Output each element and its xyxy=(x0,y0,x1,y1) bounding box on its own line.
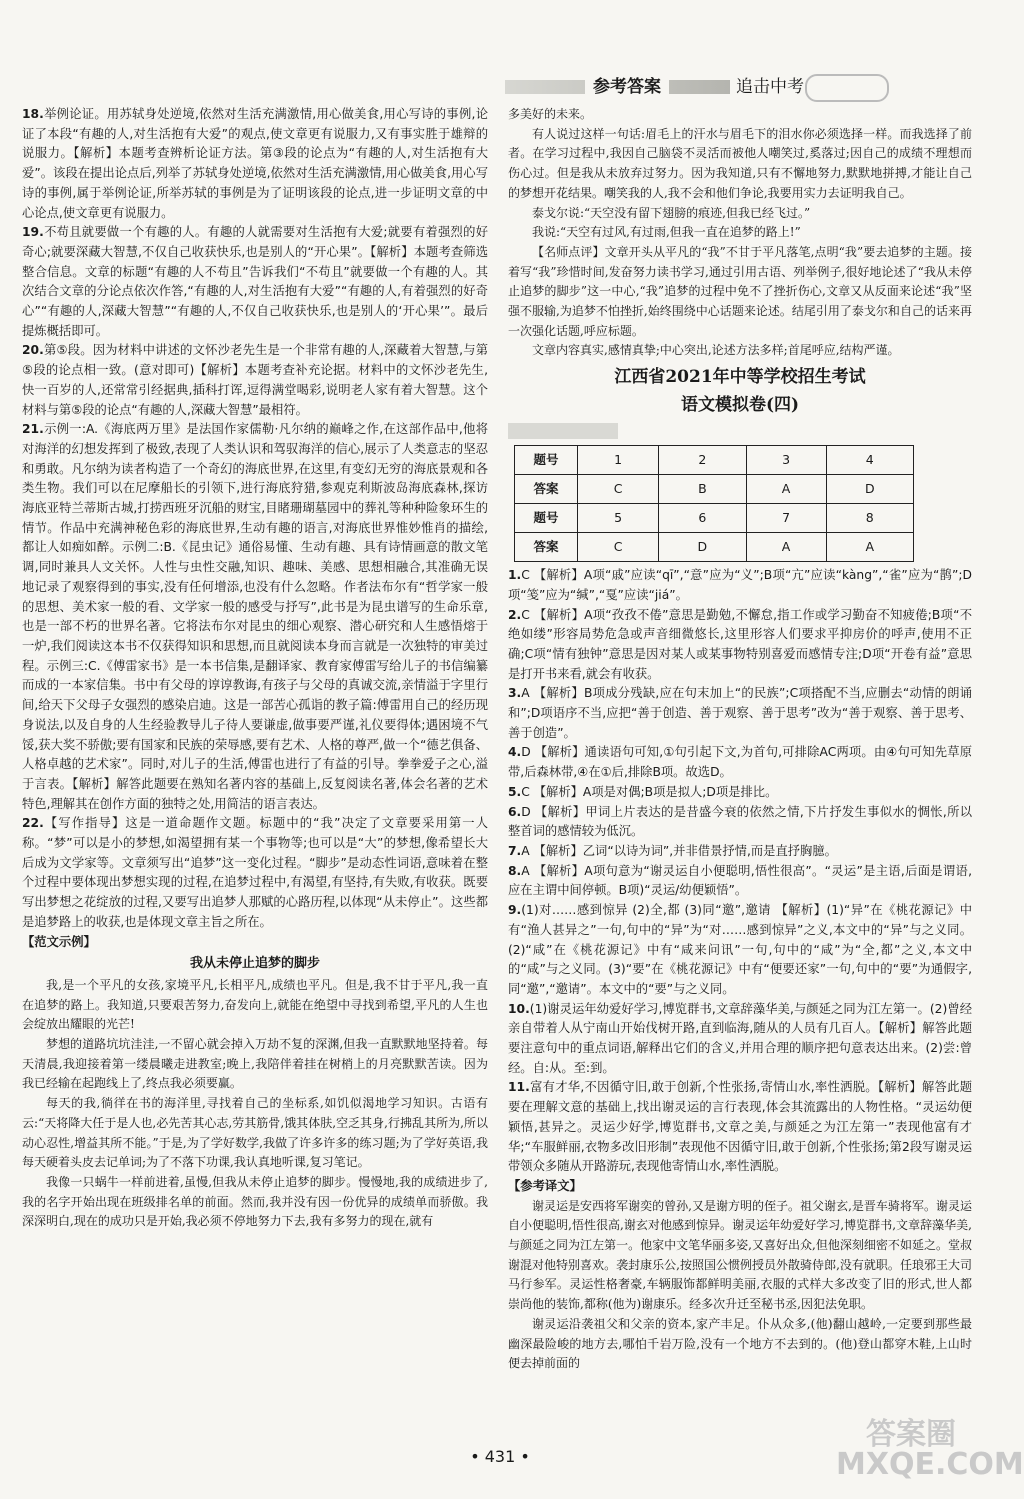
header-ornament xyxy=(805,74,889,102)
table-cell: D xyxy=(826,475,913,504)
essay-title: 我从未停止追梦的脚步 xyxy=(189,956,320,972)
table-cell: 2 xyxy=(659,446,746,475)
essay-label: 【范文示例】 xyxy=(22,934,96,949)
table-cell: B xyxy=(659,475,746,504)
essay-paragraph: 泰戈尔说:“天空没有留下翅膀的痕迹,但我已经飞过。” xyxy=(532,205,811,220)
table-cell: D xyxy=(659,533,746,562)
table-row xyxy=(515,504,914,533)
header-subtitle: 追击中考 xyxy=(730,72,810,97)
exam-subtitle: 语文模拟卷(四) xyxy=(680,395,800,416)
table-cell: 5 xyxy=(578,504,659,533)
header-title: 参考答案 xyxy=(585,72,669,97)
table-cell: C xyxy=(578,533,659,562)
answer-5: 5.C 【解析】A项是对偶;B项是拟人;D项是排比。 xyxy=(508,784,778,799)
answer-7: 7.A 【解析】乙词“以诗为词”,并非借景抒情,而是直抒胸臆。 xyxy=(508,843,837,858)
answer-21: 21.示例一:A.《海底两万里》是法国作家儒勒·凡尔纳的巅峰之作,在这部作品中,他将对海洋的幻想发挥到了极致,表现了人类认识和驾驭海洋的信心,展示了人类意志的坚忍和勇敢。凡尔纳为读者构造了一个奇幻的海底世界,在这里,有变幻无穷的海底景观和各类生物。我们可以在尼摩船长的引领下,进行海底狩猎,参观克利斯波岛海底森林,探访海底亚特兰蒂斯古城,打捞西班牙沉船的财宝,目睹珊瑚墓园中的葬礼等种种险象环生的情节。作品中充满神秘色彩的海底世界,生动有趣的语言,对海底世界惟妙惟肖的描绘,都让人如痴如醉。示例二:B.《昆虫记》通俗易懂、生动有趣、具有诗情画意的散文笔调,同时兼具人文关怀。人性与虫性交融,知识、趣味、美感、思想相融合,其准确无误地记录了观察得到的事实,没有任何增添,也没有什么忽略。作者法布尔有“哲学家一般的思想、美术家一般的看、文学家一般的感受与抒写”,此书是为昆虫谱写的生命乐章,也是一部不朽的世界名著。它将法布尔对昆虫的细心观察、潜心研究和人生感悟熔于一炉,我们阅读这本书不仅获得知识和思想,而且就阅读本身而言就是一次独特的审美过程。示例三:C.《傅雷家书》是一本书信集,是翻译家、教育家傅雷写给儿子的书信编纂而成的一本家信集。书中有父母的谆谆教诲,有孩子与父母的真诚交流,亲情溢于字里行间,给天下父母子女强烈的感染启迪。这是一部苦心孤诣的教子篇:傅雷用自己的经历现身说法,以及自身的人生经验教导儿子待人要谦虚,做事要严谨,礼仪要得体;遇困境不气馁,获大奖不骄傲;要有国家和民族的荣辱感,要有艺术、人格的尊严,做一个“德艺俱备、人格卓越的艺术家”。同时,对儿子的生活,傅雷也进行了有益的引导。拳拳爱子之心,溢于言表。【解析】解答此题要在熟知名著内容的基础上,反复阅读名著,体会名著的艺术特色,理解其在创作方面的独特之处,用简洁的语言表达。 xyxy=(22,422,488,811)
essay-continued xyxy=(508,105,972,361)
essay-paragraph: 有人说过这样一句话:眉毛上的汗水与眉毛下的泪水你必须选择一样。而我选择了前者。在学习过程中,我因自己脑袋不灵活而被他人嘲笑过,奚落过;因自己的成绩不理想而伤心过。但是我从未放弃过努力。因为我知道,只有不懈地努力,默默地拼搏,才能让自己的梦想开花结果。嘲笑我的人,我不会和他们争论,我要用实力去证明我自己。 xyxy=(508,126,972,200)
table-cell: A xyxy=(746,533,826,562)
essay-body xyxy=(22,976,488,1232)
table-cell: A xyxy=(826,533,913,562)
essay-paragraph: 我像一只蜗牛一样前进着,虽慢,但我从未停止追梦的脚步。慢慢地,我的成绩进步了,我的名字开始出现在班级排名单的前面。然而,我并没有因一份优异的成绩单而骄傲。我深深明白,现在的成功只是开始,我必须不停地努力下去,我有多努力的现在,就有 xyxy=(22,1174,488,1229)
left-column xyxy=(22,105,488,1232)
answer-9: 9.(1)对……感到惊异 (2)全,都 (3)同“邀”,邀请 【解析】(1)“异”在《桃花源记》中有“渔人甚异之”一句,句中的“异”为“对……感到惊异”之义,本文中的“异”与之义同。(2)“咸”在《桃花源记》中有“咸来问讯”一句,句中的“咸”为“全,都”之义,本文中的“咸”与之义同。(3)“要”在《桃花源记》中有“便要还家”一句,句中的“要”为通假字,同“邀”,“邀请”。本文中的“要”与之义同。 xyxy=(508,903,972,996)
table-row xyxy=(515,533,914,562)
table-header-cell: 题号 xyxy=(515,504,578,533)
essay-paragraph: 我说:“天空有过风,有过雨,但我一直在追梦的路上!” xyxy=(532,225,801,240)
table-cell: 8 xyxy=(826,504,913,533)
table-cell: A xyxy=(746,475,826,504)
answer-20: 20.第⑤段。因为材料中讲述的文怀沙老先生是一个非常有趣的人,深藏着大智慧,与第⑤段的论点相一致。(意对即可)【解析】本题考查补充论据。材料中的文怀沙老先生,快一百岁的人,还常常引经据典,插科打诨,逗得满堂喝彩,说明老人家有着大智慧。这个材料与第⑤段的论点“有趣的人,深藏大智慧”最相符。 xyxy=(22,343,488,417)
essay-paragraph: 多美好的未来。 xyxy=(508,107,593,121)
table-cell: 1 xyxy=(578,446,659,475)
answer-11: 11.富有才华,不因循守旧,敢于创新,个性张扬,寄情山水,率性洒脱。【解析】解答此题要在理解文意的基础上,找出谢灵运的言行表现,体会其流露出的人物性格。“灵运幼便颖悟,甚异之。灵运少好学,博览群书,文章之美,与颜延之为江左第一”表现他富有才华;“车服鲜丽,衣物多改旧形制”表现他不因循守旧,敢于创新,个性张扬;第2段写谢灵运带领众多随从开路游玩,表现他寄情山水,率性洒脱。 xyxy=(508,1080,972,1174)
table-header-cell: 题号 xyxy=(515,446,578,475)
answer-4: 4.D 【解析】通读语句可知,①句引起下文,为首句,可排除AC两项。由④句可知先草原带,后森林带,④在①后,排除B项。故选D。 xyxy=(508,745,972,780)
translation-label: 【参考译文】 xyxy=(508,1178,582,1193)
answer-table xyxy=(514,445,914,562)
right-column xyxy=(508,105,972,1374)
table-header-cell: 答案 xyxy=(515,533,578,562)
essay-paragraph: 我,是一个平凡的女孩,家境平凡,长相平凡,成绩也平凡。但是,我不甘于平凡,我一直在追梦的路上。我知道,只要艰苦努力,奋发向上,就能在绝望中寻找到希望,平凡的人生也会绽放出耀眼的光芒! xyxy=(22,977,488,1032)
table-cell: C xyxy=(578,475,659,504)
answer-18: 18.举例论证。用苏轼身处逆境,依然对生活充满激情,用心做美食,用心写诗的事例,论证了本段“有趣的人,对生活抱有大爱”的观点,使文章更有说服力,又有事实胜于雄辩的说服力。【解析】本题考查辨析论证方法。第③段的论点为“有趣的人,对生活抱有大爱”。该段在提出论点后,列举了苏轼身处逆境,依然对生活充满激情,用心做美食,用心写诗的事例,属于举例论证,所举苏轼的事例是为了证明该段的论点,进一步证明文章的中心论点,使文章更有说服力。 xyxy=(22,107,488,220)
essay-paragraph: 梦想的道路坑坑洼洼,一不留心就会掉入万劫不复的深渊,但我一直默默地坚持着。每天清晨,我迎接着第一缕晨曦走进教室;晚上,我陪伴着挂在树梢上的月亮默默苦读。因为我已经输在起跑线上了,终点我必须要赢。 xyxy=(22,1037,488,1091)
translation-paragraph: 谢灵运是安西将军谢奕的曾孙,又是谢方明的侄子。祖父谢玄,是晋车骑将军。谢灵运自小便聪明,悟性很高,谢玄对他感到惊异。谢灵运年幼爱好学习,博览群书,文章辞藻华美,与颜延之同为江左第一。他家中文笔华丽多姿,又喜好出众,但他深刻细密不如延之。堂叔谢混对他特别喜欢。袭封康乐公,按照国公惯例授员外散骑侍郎,没有就职。任琅邪王大司马行参军。灵运性格奢豪,车辆服饰都鲜明美丽,衣服的式样大多改变了旧的形式,世人都崇尚他的装饰,都称(他为)谢康乐。经多次升迁至秘书丞,因犯法免职。 xyxy=(508,1198,972,1312)
teacher-comment-summary: 文章内容真实,感情真挚;中心突出,论述方法多样;首尾呼应,结构严谨。 xyxy=(532,343,900,358)
answer-3: 3.A 【解析】B项成分残缺,应在句末加上“的民族”;C项搭配不当,应删去“动情的朗诵和”;D项语序不当,应把“善于创造、善于观察、善于思考”改为“善于观察、善于思考、善于创造”。 xyxy=(508,686,972,740)
table-cell: 7 xyxy=(746,504,826,533)
answer-1: 1.C 【解析】A项“戚”应读“qī”,“意”应为“义”;B项“亢”应读“kàng”,“雀”应为“鹊”;D项“笺”应为“缄”,“戛”应读“jiá”。 xyxy=(508,568,972,602)
section-label-bar xyxy=(508,423,618,439)
table-header-cell: 答案 xyxy=(515,475,578,504)
translation-body xyxy=(508,1197,972,1374)
answer-10: 10.(1)谢灵运年幼爱好学习,博览群书,文章辞藻华美,与颜延之同为江左第一。(2)曾经亲自带着人从宁南山开始伐树开路,直到临海,随从的人员有几百人。【解析】解答此题要注意句中的重点词语,解释出它们的含义,并用合理的顺序把句意表达出来。(2)尝:曾经。自:从。至:到。 xyxy=(508,1001,972,1075)
watermark-logo: 答案圈 MXQE.COM xyxy=(836,1417,1024,1482)
answer-6: 6.D 【解析】甲词上片表达的是昔盛今衰的依然之情,下片抒发生事似水的惆怅,所以整首词的感情较为低沉。 xyxy=(508,804,972,839)
table-cell: 4 xyxy=(826,446,913,475)
answer-8: 8.A 【解析】A项句意为“谢灵运自小便聪明,悟性很高”。“灵运”是主语,后面是谓语,应在主谓中间停顿。B项)“灵运/幼便颖悟”。 xyxy=(508,863,972,898)
table-cell: 3 xyxy=(746,446,826,475)
teacher-comment: 【名师点评】文章开头从平凡的“我”不甘于平凡落笔,点明“我”要去追梦的主题。接着写“我”珍惜时间,发奋努力读书学习,通过引用古语、列举例子,很好地论述了“我从未停止追梦的脚步”这一中心,“我”追梦的过程中免不了挫折伤心,文章又从反面来论述“我”坚强不服输,为追梦不怕挫折,始终围绕中心话题来论述。结尾引用了泰戈尔和自己的话来再一次强化话题,呼应标题。 xyxy=(508,244,972,338)
table-row xyxy=(515,475,914,504)
essay-paragraph: 每天的我,徜徉在书的海洋里,寻找着自己的坐标系,如饥似渴地学习知识。古语有云:“天将降大任于是人也,必先苦其心志,劳其筋骨,饿其体肤,空乏其身,行拂乱其所为,所以动心忍性,增益其所不能。”于是,为了学好数学,我做了许多许多的练习题;为了学好英语,我每天硬着头皮去记单词;为了不落下功课,我认真地听课,复习笔记。 xyxy=(22,1096,488,1170)
answer-2: 2.C 【解析】A项“孜孜不倦”意思是勤勉,不懈怠,指工作或学习勤奋不知疲倦;B项“不绝如缕”形容局势危急或声音细微悠长,这里形容人们要求平抑房价的呼声,使用不正确;C项“情有独钟”意思是因对某人或某事物特别喜爱而感情专注;D项“开卷有益”意思是打开书来看,就会有收获。 xyxy=(508,607,972,681)
exam-title: 江西省2021年中等学校招生考试 xyxy=(614,367,866,388)
translation-paragraph: 谢灵运沿袭祖父和父亲的资本,家产丰足。仆从众多,(他)翻山越岭,一定要到那些最幽深最险峻的地方去,哪怕千岩万险,没有一个地方不去到的。(他)登山都穿木鞋,上山时便去掉前面的 xyxy=(508,1316,972,1371)
answer-22: 22.【写作指导】这是一道命题作文题。标题中的“我”决定了文章要采用第一人称。“梦”可以是小的梦想,如渴望拥有某一个事物等;也可以是“大”的梦想,像希望长大后成为文学家等。文章须写出“追梦”这一变化过程。“脚步”是动态性词语,意味着在整个过程中要体现出梦想实现的过程,在追梦过程中,有渴望,有坚持,有失败,有收获。既要写出梦想之花绽放的过程,又要写出追梦人那赋的心路历程,以体现“从未停止”。这些都是追梦路上的收获,也是体现文章主旨之所在。 xyxy=(22,816,488,929)
page-number: • 431 • xyxy=(470,1447,530,1466)
table-row xyxy=(515,446,914,475)
answer-19: 19.不苟且就要做一个有趣的人。有趣的人就需要对生活抱有大爱;就要有着强烈的好奇心;就要深藏大智慧,不仅自己收获快乐,也是别人的“开心果”。【解析】本题考查筛选整合信息。文章的标题“有趣的人不苟且”告诉我们“不苟且”就要做一个有趣的人。其次结合文章的分论点依次作答,“有趣的人,对生活抱有大爱”“有趣的人,有着强烈的好奇心”“有趣的人,深藏大智慧”“有趣的人,不仅自己收获快乐,也是别人的‘开心果’”。最后提炼概括即可。 xyxy=(22,225,488,338)
running-header xyxy=(505,72,895,102)
table-cell: 6 xyxy=(659,504,746,533)
